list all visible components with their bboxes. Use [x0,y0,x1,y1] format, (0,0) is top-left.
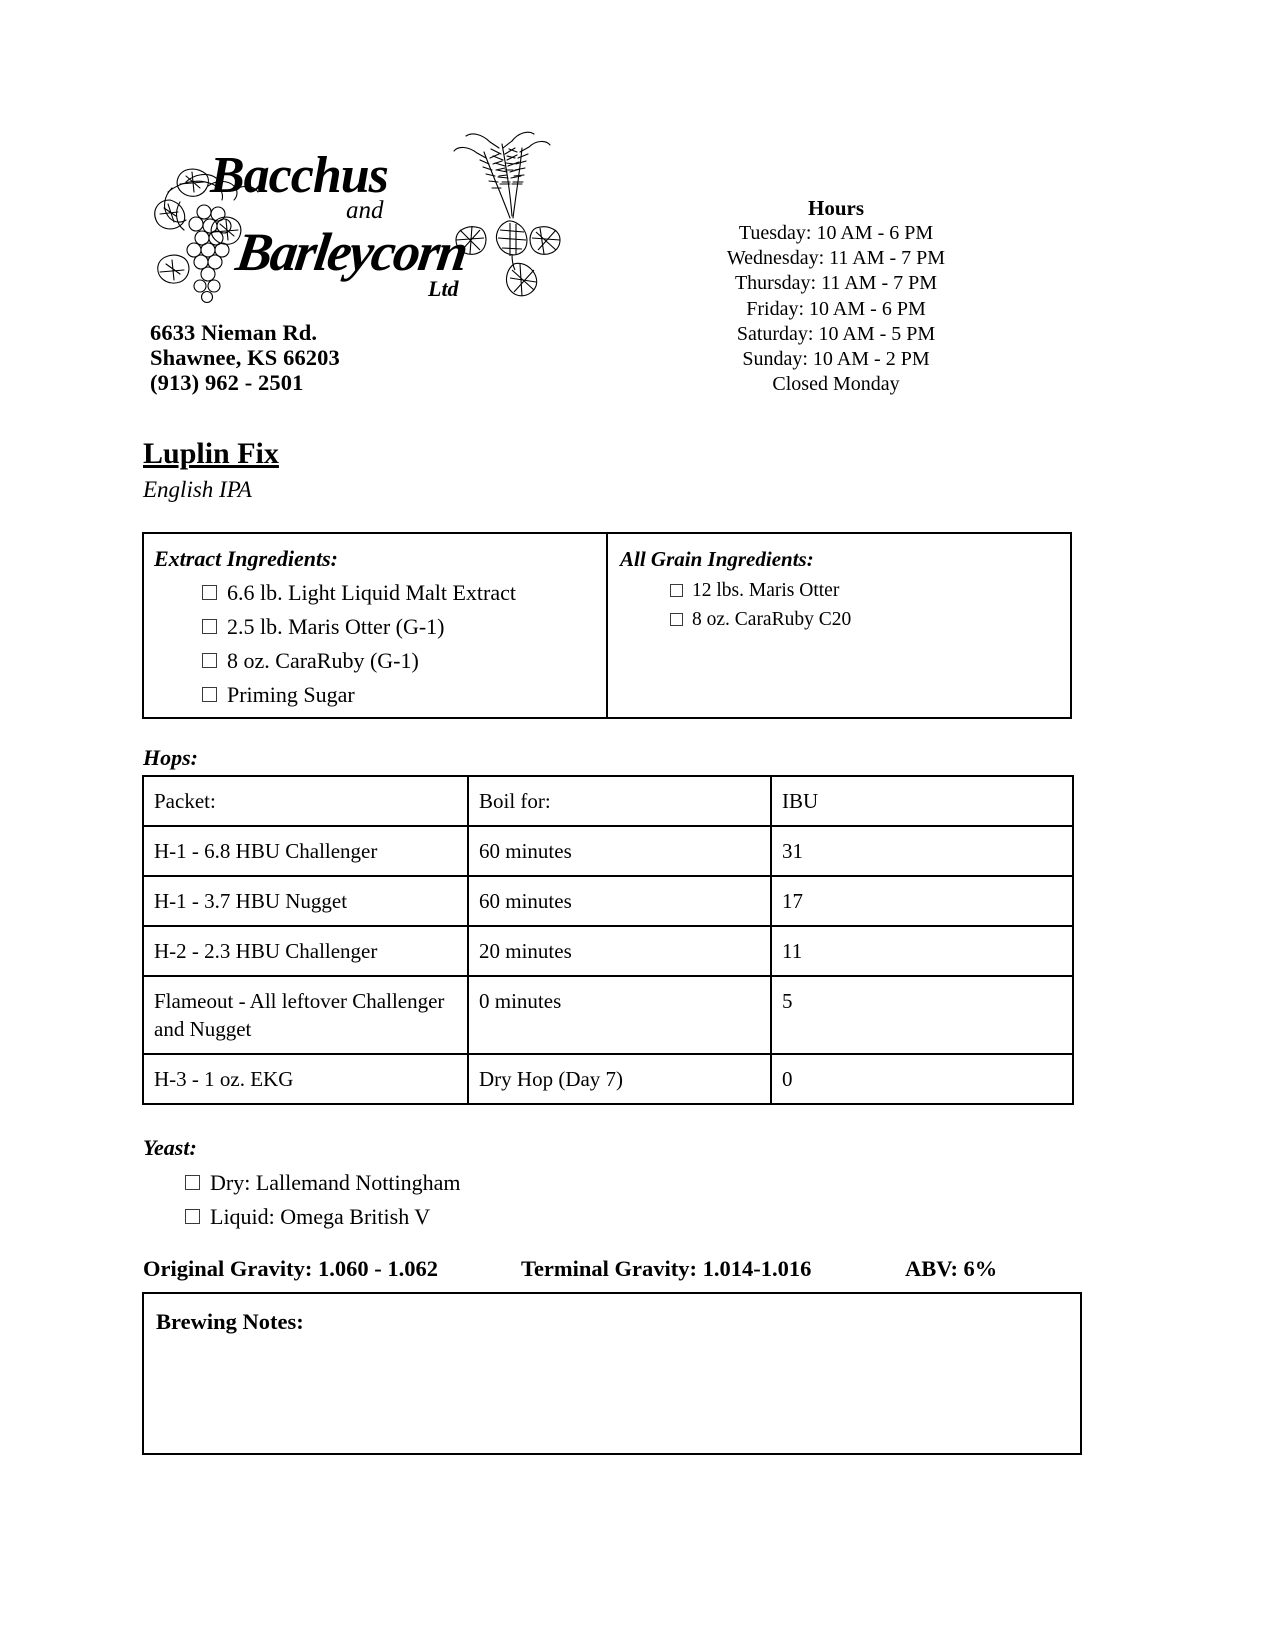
list-item[interactable] [143,1166,461,1200]
table-row [143,826,1073,876]
store-phone: (913) 962 - 2501 [150,370,304,395]
hours-line-friday: Friday: 10 AM - 6 PM [746,297,926,320]
cell-ibu: 11 [771,926,1073,976]
extract-ingredients-heading: Extract Ingredients: [154,546,338,571]
cell-packet: H-2 - 2.3 HBU Challenger [143,926,468,976]
extract-ingredients-list [154,576,606,712]
table-row [143,876,1073,926]
checkbox-icon[interactable] [185,1175,200,1190]
cell-packet: Flameout - All leftover Challenger and Nugget [143,976,468,1054]
list-item[interactable] [620,605,1070,634]
cell-boil: 0 minutes [468,976,771,1054]
checkbox-icon[interactable] [202,619,217,634]
cell-ibu: 5 [771,976,1073,1054]
all-grain-ingredients-column [608,534,1070,717]
checkbox-icon[interactable] [202,653,217,668]
svg-text:Bacchus: Bacchus [210,147,388,204]
cell-ibu: 17 [771,876,1073,926]
yeast-section-label: Yeast: [143,1135,197,1160]
cell-ibu: 0 [771,1054,1073,1104]
page-header [0,0,1275,420]
address-street: 6633 Nieman Rd. [150,320,318,345]
recipe-title: Luplin Fix [143,437,279,470]
hours-line-sunday: Sunday: 10 AM - 2 PM [742,348,930,371]
logo-artwork [150,130,580,320]
hours-line-wednesday: Wednesday: 11 AM - 7 PM [726,247,946,270]
cell-packet: H-3 - 1 oz. EKG [143,1054,468,1104]
bacchus-and-barleycorn-logo [150,130,580,320]
recipe-style: English IPA [143,477,252,502]
table-header-row [143,776,1073,826]
list-item[interactable] [620,576,1070,605]
cell-boil: Dry Hop (Day 7) [468,1054,771,1104]
table-row [143,926,1073,976]
hops-section-label: Hops: [143,745,198,770]
column-header-packet: Packet: [143,776,468,826]
ingredients-box [142,532,1072,719]
checkbox-icon[interactable] [202,687,217,702]
cell-packet: H-1 - 3.7 HBU Nugget [143,876,468,926]
ingredient-label: 8 oz. CaraRuby C20 [692,609,852,630]
svg-text:Ltd: Ltd [428,276,459,301]
yeast-label: Dry: Lallemand Nottingham [210,1170,461,1195]
ingredient-label: 8 oz. CaraRuby (G-1) [227,648,419,673]
ingredient-label: Priming Sugar [227,682,355,707]
abv-value: ABV: 6% [905,1256,998,1281]
hours-title: Hours [807,196,864,220]
ingredient-label: 2.5 lb. Maris Otter (G-1) [227,614,445,639]
table-row [143,1054,1073,1104]
table-row [143,976,1073,1054]
list-item[interactable] [143,1200,461,1234]
list-item[interactable] [154,678,606,712]
column-header-ibu: IBU [771,776,1073,826]
checkbox-icon[interactable] [670,613,683,626]
cell-boil: 60 minutes [468,826,771,876]
cell-packet: H-1 - 6.8 HBU Challenger [143,826,468,876]
svg-text:Barleycorn: Barleycorn [232,222,470,282]
store-hours [700,196,972,397]
list-item[interactable] [154,644,606,678]
all-grain-ingredients-list [620,576,1070,634]
list-item[interactable] [154,576,606,610]
checkbox-icon[interactable] [202,585,217,600]
ingredient-label: 12 lbs. Maris Otter [692,580,840,601]
hours-line-tuesday: Tuesday: 10 AM - 6 PM [738,222,934,244]
hours-line-saturday: Saturday: 10 AM - 5 PM [736,322,936,345]
cell-boil: 60 minutes [468,876,771,926]
yeast-label: Liquid: Omega British V [210,1204,431,1229]
all-grain-ingredients-heading: All Grain Ingredients: [620,547,814,571]
column-header-boil-for: Boil for: [468,776,771,826]
checkbox-icon[interactable] [670,584,683,597]
extract-ingredients-column [144,534,608,717]
cell-boil: 20 minutes [468,926,771,976]
address-city-state-zip: Shawnee, KS 66203 [150,345,340,370]
store-address [150,320,340,395]
hops-table [142,775,1074,1105]
svg-text:and: and [346,197,384,224]
brewing-notes-label: Brewing Notes: [156,1309,304,1334]
list-item[interactable] [154,610,606,644]
yeast-list [143,1166,461,1234]
cell-ibu: 31 [771,826,1073,876]
original-gravity-value: Original Gravity: 1.060 - 1.062 [143,1256,438,1281]
terminal-gravity-value: Terminal Gravity: 1.014-1.016 [521,1256,812,1281]
brewing-notes-box[interactable] [142,1292,1082,1455]
hours-line-thursday: Thursday: 11 AM - 7 PM [734,272,938,295]
checkbox-icon[interactable] [185,1209,200,1224]
ingredient-label: 6.6 lb. Light Liquid Malt Extract [227,580,517,605]
hours-line-monday-closed: Closed Monday [772,373,900,396]
